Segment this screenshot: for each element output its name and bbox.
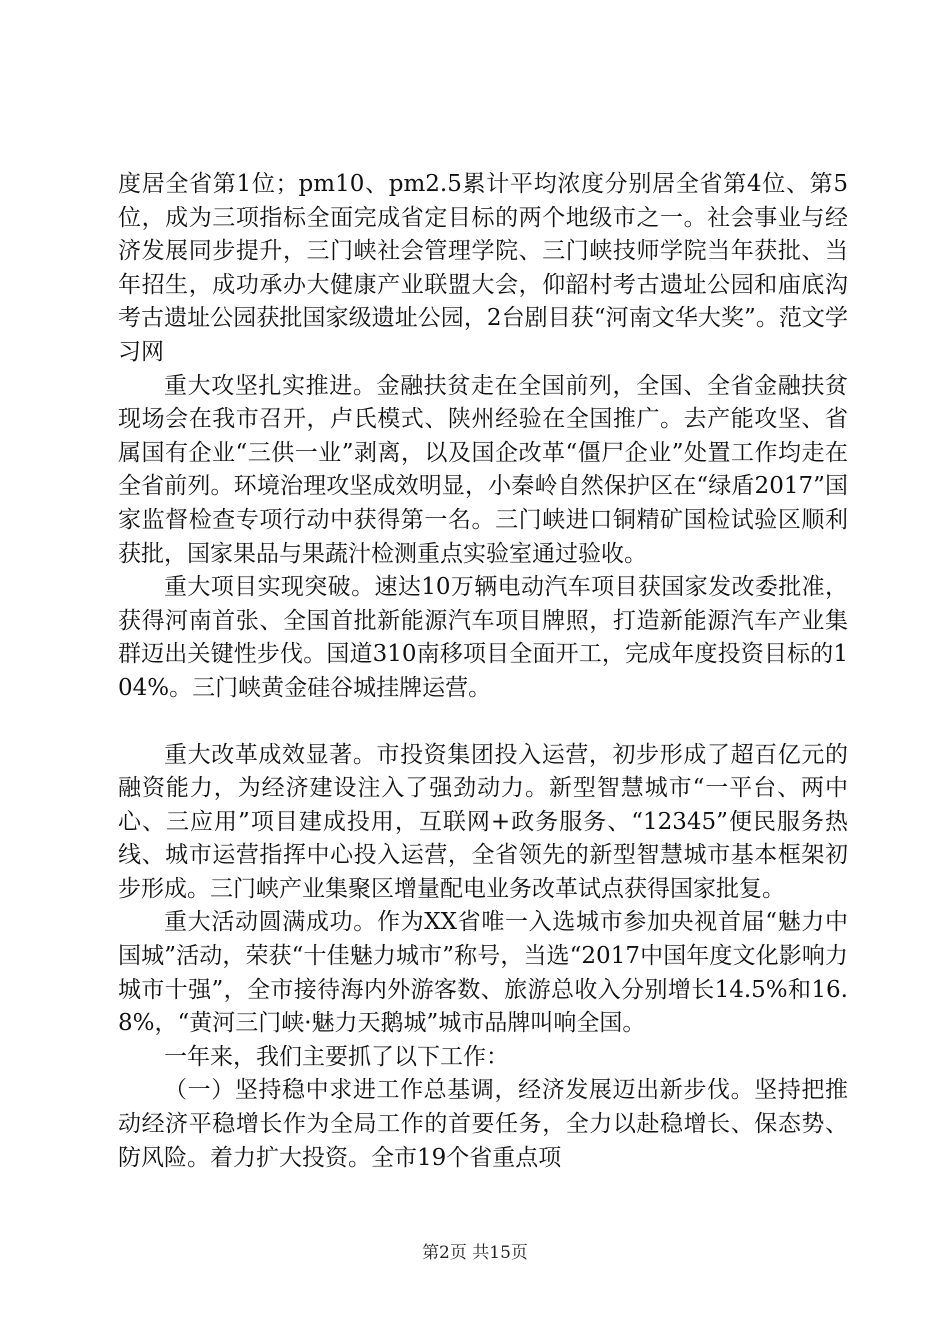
- paragraph-major-events: 重大活动圆满成功。作为XX省唯一入选城市参加央视首届“魅力中国城”活动，荣获“十佳魅力城市”称号，当选“2017中国年度文化影响力城市十强”，全市接待海内外游客数、旅游总收入分别增长14.5%和16.8%，“黄河三门峡·魅力天鹅城”城市品牌叫响全国。: [118, 909, 848, 1037]
- paragraph-year-summary: 一年来，我们主要抓了以下工作：: [164, 1043, 509, 1070]
- paragraph-continued: 度居全省第1位；pm10、pm2.5累计平均浓度分别居全省第4位、第5位，成为三项指标全面完成省定目标的两个地级市之一。社会事业与经济发展同步提升，三门峡社会管理学院、三门峡技师学院当年获批、当年招生，成功承办大健康产业联盟大会，仰韶村考古遗址公园和庙底沟考古遗址公园获批国家级遗址公园，2台剧目获“河南文华大奖”。范文学习网: [118, 171, 848, 365]
- paragraph-major-projects: 重大项目实现突破。速达10万辆电动汽车项目获国家发改委批准，获得河南首张、全国首批新能源汽车项目牌照，打造新能源汽车产业集群迈出关键性步伐。国道310南移项目全面开工，完成年度投资目标的104%。三门峡黄金硅谷城挂牌运营。: [118, 574, 848, 701]
- paragraph-major-reforms: 重大改革成效显著。市投资集团投入运营，初步形成了超百亿元的融资能力，为经济建设注入了强劲动力。新型智慧城市“一平台、两中心、三应用”项目建成投用，互联网+政务服务、“12345”便民服务热线、城市运营指挥中心投入运营，全省领先的新型智慧城市基本框架初步形成。三门峡产业集聚区增量配电业务改革试点获得国家批复。: [118, 741, 848, 902]
- page-footer: 第2页 共15页: [422, 1243, 528, 1263]
- paragraph-major-tasks: 重大攻坚扎实推进。金融扶贫走在全国前列，全国、全省金融扶贫现场会在我市召开，卢氏模式、陕州经验在全国推广。去产能攻坚、省属国有企业“三供一业”剥离，以及国企改革“僵尸企业”处置工作均走在全省前列。环境治理攻坚成效明显，小秦岭自然保护区在“绿盾2017”国家监督检查专项行动中获得第一名。三门峡进口铜精矿国检试验区顺利获批，国家果品与果蔬汁检测重点实验室通过验收。: [118, 372, 848, 567]
- paragraph-section-one: （一）坚持稳中求进工作总基调，经济发展迈出新步伐。坚持把推动经济平稳增长作为全局工作的首要任务，全力以赴稳增长、保态势、防风险。着力扩大投资。全市19个省重点项: [118, 1077, 848, 1171]
- document-body: [118, 168, 848, 1175]
